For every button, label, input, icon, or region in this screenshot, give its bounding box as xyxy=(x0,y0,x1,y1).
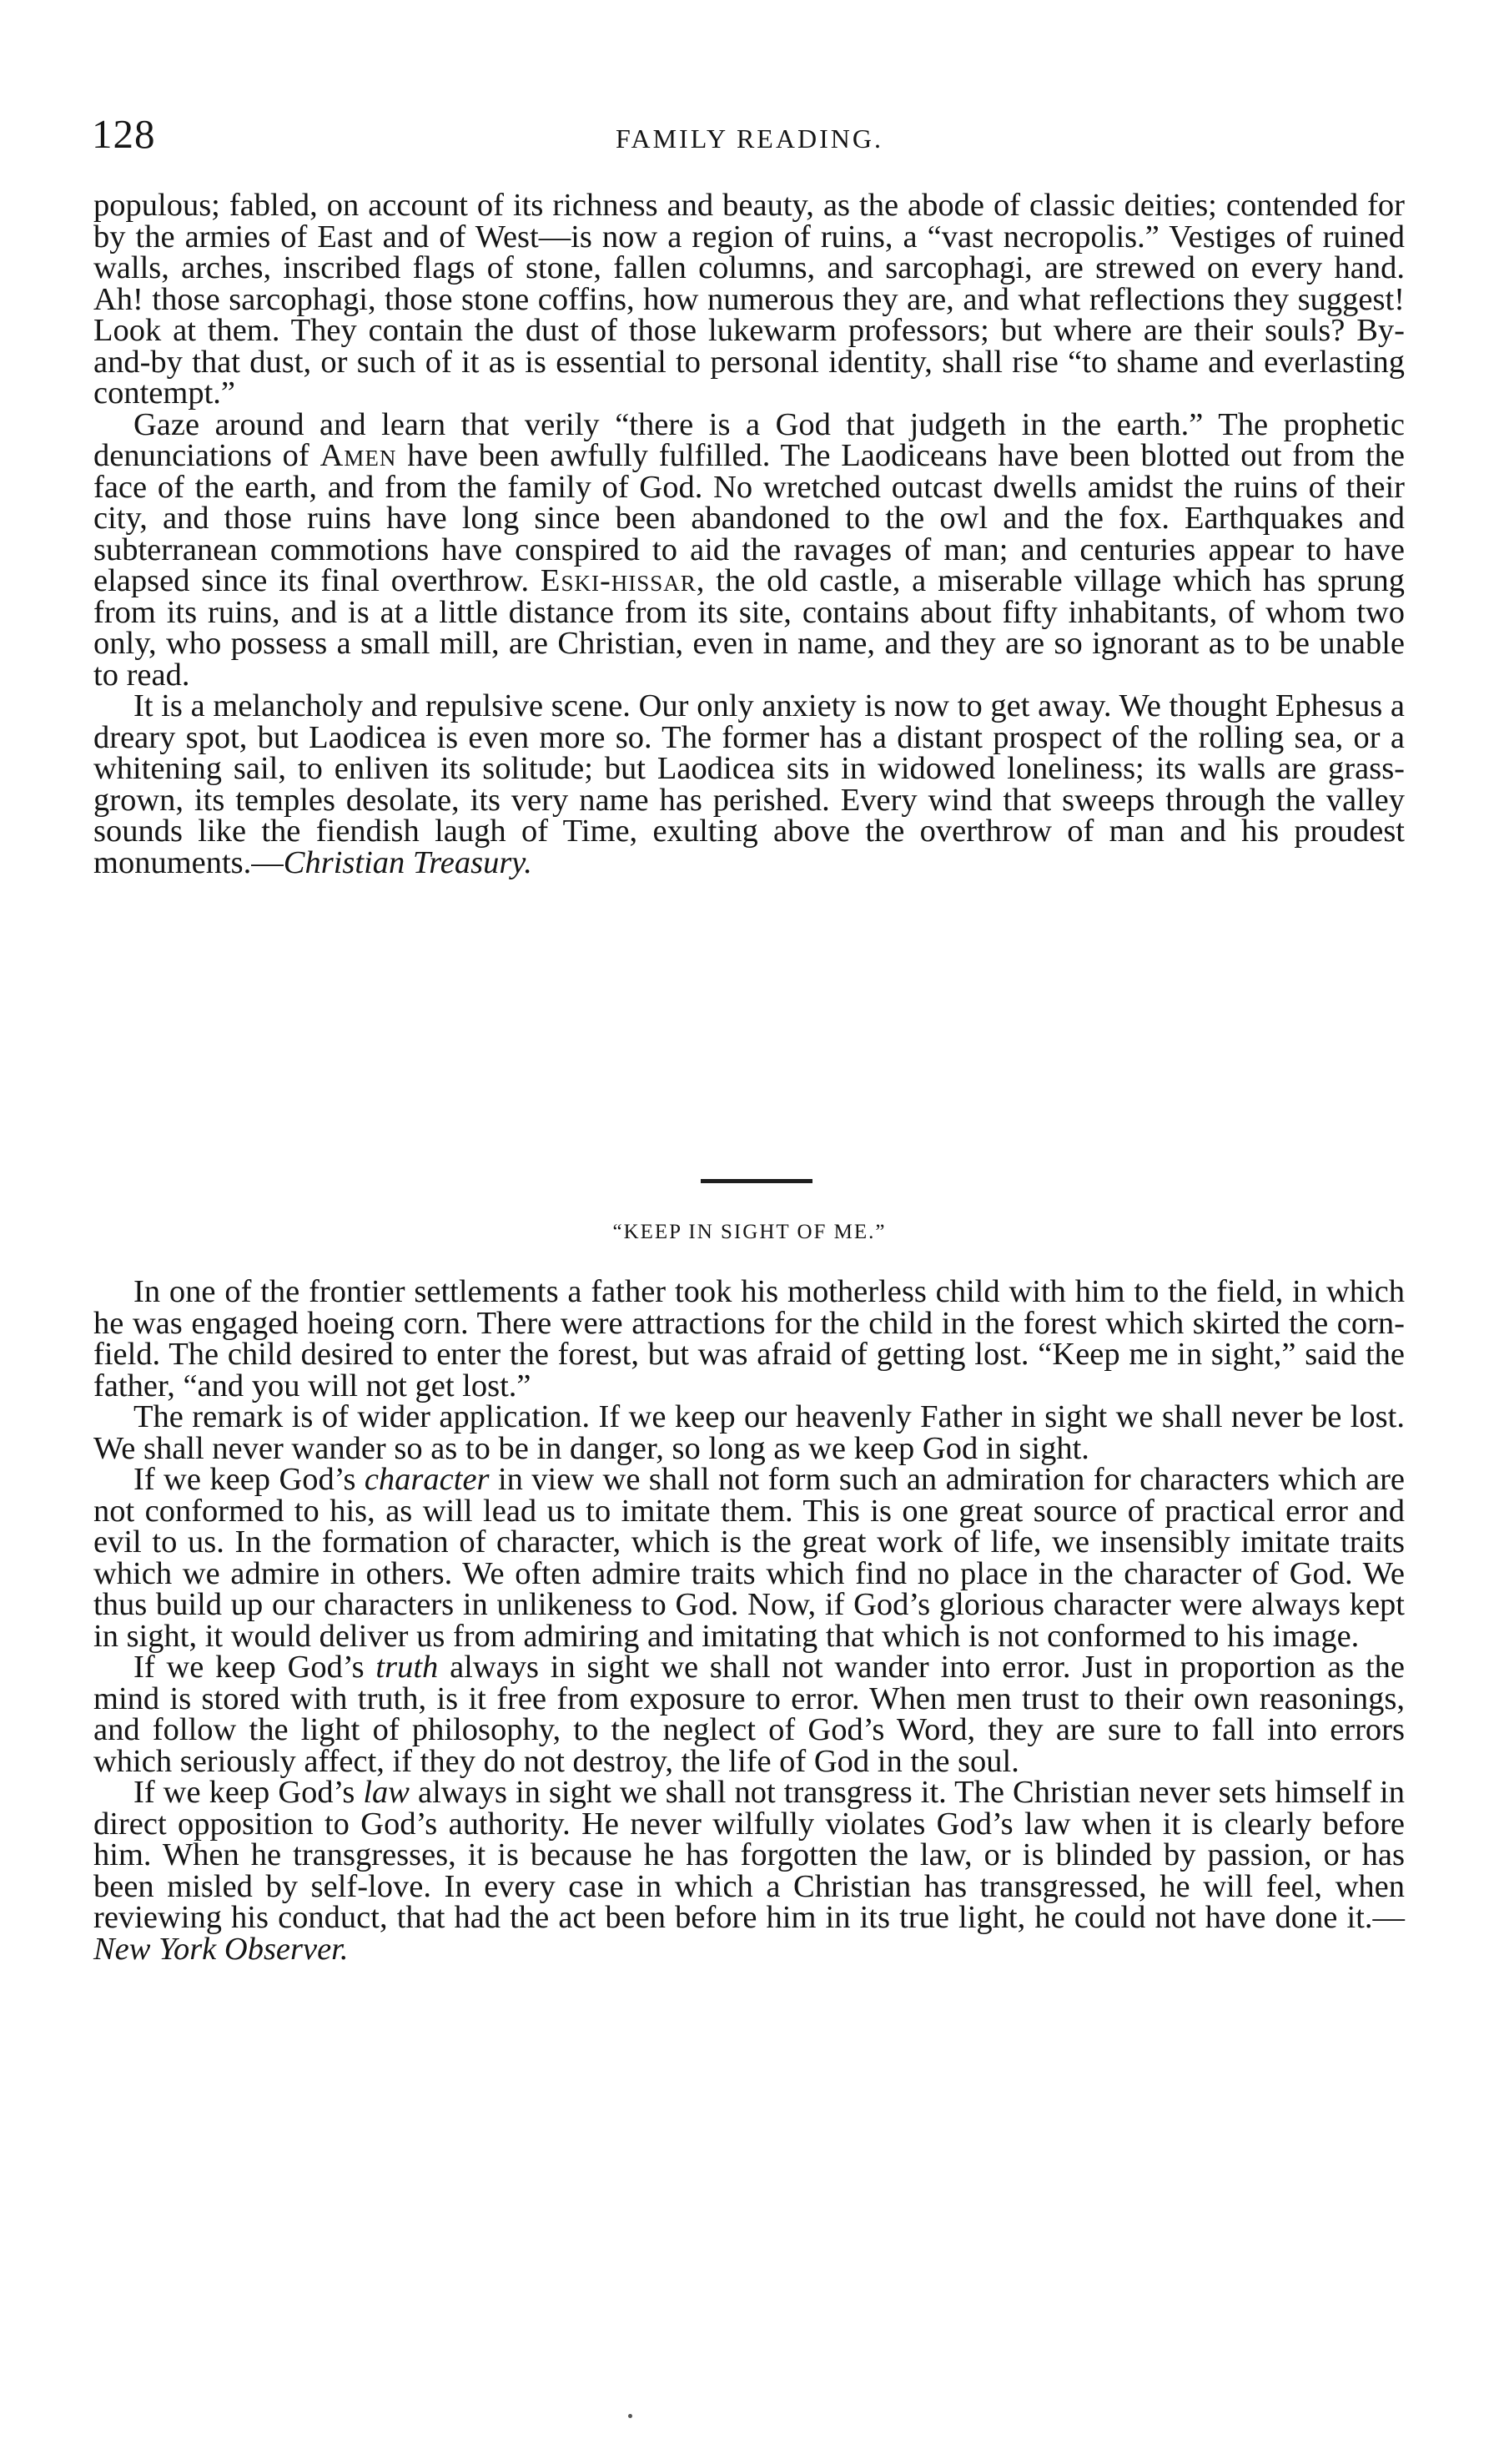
paragraph-text: If we keep God’s xyxy=(133,1462,365,1497)
running-title: FAMILY READING. xyxy=(616,123,883,154)
article-keep-in-sight xyxy=(93,1274,1405,1967)
paragraph-text: in view we shall not form such an admiration for characters which are not conformed to his, as will lead us to imitate them. This is one great source of practical error and evil to us. In the formation of character, which is the great work of life, we insensibly imitate traits which we admire in others. We often admire traits which find no place in the character of God. We thus build up our characters in unlikeness to God. Now, if God’s glorious character were always kept in sight, it would deliver us from admiring and imitating that which is not conformed to his image. xyxy=(93,1462,1405,1654)
paragraph xyxy=(93,688,1405,880)
paragraph-text: have been awfully fulfilled. The Laodiceans have been blotted out from the face of the earth, and from the family of God. No wretched outcast dwells amidst the ruins of their city, and those ruins have long since been abandoned to the owl and the fox. Earthquakes and subterranean commotions have conspired to aid the ravages of man; and centuries appear to have elapsed since its final overthrow. xyxy=(93,438,1405,598)
source-citation: New York Observer. xyxy=(93,1931,349,1967)
paragraph xyxy=(93,190,1405,410)
paragraph-text: If we keep God’s xyxy=(133,1650,376,1685)
paragraph-text: Gaze around and learn that verily “there is a God that judgeth in the earth.” The prophetic denunciations of xyxy=(93,406,1405,473)
article-title: “KEEP IN SIGHT OF ME.” xyxy=(612,1221,887,1243)
paragraph-text: always in sight we shall not wander into error. Just in proportion as the mind is stored with truth, is it free from exposure to error. When men trust to their own reasonings, and follow the light of philosophy, to the neglect of God’s Word, they are sure to fall into errors which seriously affect, if they do not destroy, the life of God in the soul. xyxy=(93,1650,1405,1779)
page-number: 128 xyxy=(92,111,156,157)
paragraph-text: , the old castle, a miserable village which has sprung from its ruins, and is at a little distance from its site, contains about fifty inhabitants, of whom two only, who possess a small mill, are Christian, even in name, and they are so ignorant as to be unable to read. xyxy=(93,563,1405,693)
small-caps-term: Eski-hissar xyxy=(540,563,697,598)
paragraph-text: populous; fabled, on account of its richness and beauty, as the abode of classic deities; contended for by the armies of East and of West—is now a region of ruins, a “vast necropolis.” Vestiges of ruined walls, arches, inscribed flags of stone, fallen columns, and sarcophagi, are strewed on every hand. Ah! those sarcophagi, those stone coffins, how numerous they are, and what reflections they suggest! Look at them. They contain the dust of those lukewarm professors; but where are their souls? By-and-by that dust, or such of it as is essential to personal identity, shall rise “to shame and everlasting contempt.” xyxy=(93,188,1405,411)
section-divider xyxy=(701,1179,812,1183)
paragraph xyxy=(93,1777,1405,1965)
paragraph xyxy=(93,1652,1405,1777)
paragraph xyxy=(93,406,1405,693)
emphasized-word: law xyxy=(363,1775,410,1810)
article-laodicea xyxy=(93,190,1405,879)
emphasized-word: truth xyxy=(375,1650,439,1685)
paragraph: The remark is of wider application. If we keep our heavenly Father in sight we shall never be lost. We shall never wander so as to be in danger, so long as we keep God in sight. xyxy=(93,1399,1405,1466)
paragraph xyxy=(93,1464,1405,1652)
paragraph: In one of the frontier settlements a father took his motherless child with him to the field, in which he was engaged hoeing corn. There were attractions for the child in the forest which skirted the corn-field. The child desired to enter the forest, but was afraid of getting lost. “Keep me in sight,” said the father, “and you will not get lost.” xyxy=(93,1274,1405,1403)
small-caps-term: Amen xyxy=(319,438,397,473)
paragraph-text: always in sight we shall not transgress it. The Christian never sets himself in direct opposition to God’s authority. He never wilfully violates God’s law when it is clearly before him. When he transgresses, it is because he has forgotten the law, or is blinded by passion, or has been misled by self-love. In every case in which a Christian has transgressed, he will feel, when reviewing his conduct, that had the act been before him in its true light, he could not have done it.— xyxy=(93,1775,1405,1935)
paragraph-text: It is a melancholy and repulsive scene. Our only anxiety is now to get away. We thought Ephesus a dreary spot, but Laodicea is even more so. The former has a distant prospect of the rolling sea, or a whitening sail, to enliven its solitude; but Laodicea sits in widowed loneliness; its walls are grass-grown, its temples desolate, its very name has perished. Every wind that sweeps through the valley sounds like the fiendish laugh of Time, exulting above the overthrow of man and his proudest monuments.— xyxy=(93,688,1405,880)
source-citation: Christian Treasury. xyxy=(283,844,532,880)
paragraph-text: If we keep God’s xyxy=(133,1775,364,1810)
emphasized-word: character xyxy=(364,1462,490,1497)
print-speck xyxy=(628,2414,632,2418)
